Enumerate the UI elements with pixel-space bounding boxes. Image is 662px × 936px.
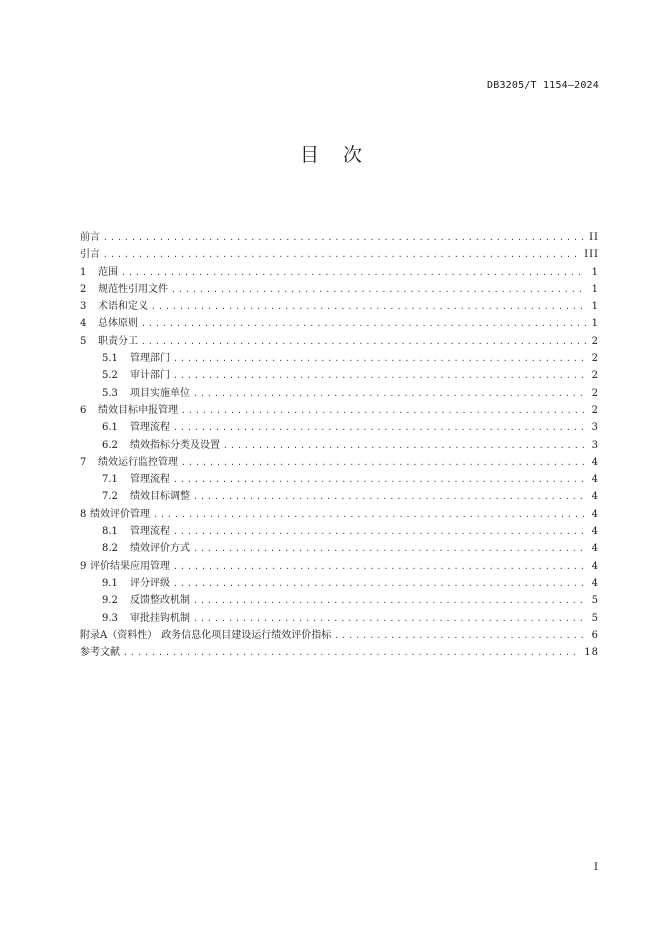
toc-entry[interactable]	[80, 558, 599, 575]
toc-entry-number: 4	[80, 318, 87, 330]
toc-entry-page: 3	[591, 439, 599, 451]
toc-entry[interactable]	[80, 315, 599, 332]
toc-entry-page: 4	[591, 491, 599, 503]
toc-entry[interactable]	[80, 367, 599, 384]
page-title: 目次	[299, 144, 386, 166]
footer-page-number: I	[594, 862, 598, 873]
toc-entry-number: 7	[80, 456, 87, 468]
dot-leader	[193, 592, 586, 609]
toc-entry-label: 反馈整改机制	[130, 595, 190, 607]
toc-entry-page: II	[589, 232, 599, 243]
toc-entry-label: 参考文献	[80, 647, 120, 659]
dot-leader	[103, 229, 586, 246]
toc-entry-page: 5	[591, 595, 599, 607]
toc-entry[interactable]	[80, 488, 599, 505]
toc-entry-label: 总体原则	[98, 318, 138, 330]
toc-entry-number: 5.3	[102, 387, 118, 399]
dot-leader	[123, 644, 581, 661]
dot-leader	[141, 315, 586, 332]
dot-leader	[193, 610, 586, 627]
toc-entry[interactable]	[80, 281, 599, 298]
toc-entry[interactable]	[80, 627, 599, 644]
toc-entry-page: 2	[591, 370, 599, 382]
toc-entry-label: 政务信息化项目建设运行绩效评价指标	[161, 629, 332, 641]
toc-entry-number: 8.2	[102, 543, 118, 555]
toc-entry-page: 1	[591, 318, 599, 330]
toc-entry-page: 6	[591, 629, 599, 641]
dot-leader	[173, 350, 586, 367]
dot-leader	[334, 627, 586, 644]
toc-entry-label: 绩效评价方式	[130, 543, 190, 555]
toc-entry-number: 9.2	[102, 595, 118, 607]
toc-entry-page: 4	[591, 560, 599, 572]
toc-entry-label: 评分评级	[130, 577, 170, 589]
toc-entry[interactable]	[80, 644, 599, 661]
toc-entry-page: III	[584, 249, 599, 261]
toc-entry-number: 5.1	[102, 353, 118, 365]
toc-entry-label: 评价结果应用管理	[90, 560, 170, 572]
dot-leader	[173, 419, 586, 436]
toc-entry[interactable]	[80, 419, 599, 436]
dot-leader	[151, 298, 586, 315]
toc-entry-number: 6.2	[102, 439, 118, 451]
toc-entry[interactable]	[80, 264, 599, 281]
toc-entry[interactable]	[80, 592, 599, 609]
toc-entry-page: 2	[591, 353, 599, 365]
toc-entry-label: 绩效目标调整	[130, 491, 190, 503]
toc-entry[interactable]	[80, 437, 599, 454]
dot-leader	[103, 246, 581, 263]
toc-entry-page: 1	[591, 301, 599, 313]
toc-entry-page: 1	[591, 283, 599, 295]
toc-entry[interactable]	[80, 385, 599, 402]
toc-entry-label: 绩效指标分类及设置	[130, 439, 220, 451]
toc-entry-page: 4	[591, 543, 599, 555]
dot-leader	[121, 264, 586, 281]
toc-entry[interactable]	[80, 506, 599, 523]
dot-leader	[173, 558, 586, 575]
toc-entry-page: 3	[591, 422, 599, 434]
toc-entry-label: 绩效目标申报管理	[98, 404, 178, 416]
toc-entry-number: 9.3	[102, 612, 118, 624]
toc-entry-page: 4	[591, 526, 599, 538]
toc-entry[interactable]	[80, 610, 599, 627]
table-of-contents	[80, 229, 599, 661]
toc-entry-label: 术语和定义	[98, 301, 148, 313]
toc-entry-page: 4	[591, 474, 599, 486]
toc-entry-label: 管理流程	[130, 474, 170, 486]
toc-entry-label: 管理流程	[130, 422, 170, 434]
toc-entry-label: 绩效评价管理	[90, 508, 150, 520]
toc-entry[interactable]	[80, 246, 599, 263]
dot-leader	[171, 281, 586, 298]
dot-leader	[141, 333, 586, 350]
toc-entry-label: 审批挂钩机制	[130, 612, 190, 624]
toc-entry-page: 4	[591, 508, 599, 520]
dot-leader	[173, 471, 586, 488]
dot-leader	[153, 506, 586, 523]
toc-entry-number: 附录A（资料性）	[80, 629, 158, 641]
toc-entry-label: 绩效运行监控管理	[98, 456, 178, 468]
toc-entry-page: 4	[591, 577, 599, 589]
dot-leader	[193, 385, 586, 402]
toc-entry-number: 5.2	[102, 370, 118, 382]
toc-entry-label: 引言	[80, 249, 100, 261]
toc-entry-page: 5	[591, 612, 599, 624]
toc-entry-page: 2	[591, 404, 599, 416]
toc-entry-number: 7.1	[102, 474, 118, 486]
toc-entry-number: 2	[80, 283, 87, 295]
dot-leader	[181, 454, 586, 471]
document-code: DB3205/T 1154—2024	[487, 80, 599, 91]
dot-leader	[181, 402, 586, 419]
toc-entry-number: 6.1	[102, 422, 118, 434]
toc-entry-number: 5	[80, 335, 87, 347]
toc-entry-page: 18	[584, 647, 599, 659]
toc-entry-number: 9.1	[102, 577, 118, 589]
dot-leader	[193, 488, 586, 505]
toc-entry[interactable]	[80, 298, 599, 315]
dot-leader	[193, 540, 586, 557]
toc-entry-label: 职责分工	[98, 335, 138, 347]
toc-entry[interactable]	[80, 454, 599, 471]
toc-entry[interactable]	[80, 523, 599, 540]
toc-entry-number: 8	[80, 508, 87, 520]
toc-entry-label: 管理流程	[130, 526, 170, 538]
toc-entry-page: 2	[591, 387, 599, 399]
toc-entry-page: 4	[591, 456, 599, 468]
toc-entry-page: 2	[591, 335, 599, 347]
toc-entry-number: 8.1	[102, 526, 118, 538]
toc-entry[interactable]	[80, 471, 599, 488]
toc-entry-label: 项目实施单位	[130, 387, 190, 399]
toc-entry[interactable]	[80, 575, 599, 592]
toc-entry-label: 范围	[98, 266, 118, 278]
toc-entry[interactable]	[80, 229, 599, 246]
toc-entry-number: 9	[80, 560, 87, 572]
toc-entry-number: 7.2	[102, 491, 118, 503]
dot-leader	[223, 437, 586, 454]
toc-entry-number: 1	[80, 266, 87, 278]
toc-entry-number: 3	[80, 301, 87, 313]
dot-leader	[173, 523, 586, 540]
toc-entry-label: 审计部门	[130, 370, 170, 382]
toc-entry-number: 6	[80, 404, 87, 416]
dot-leader	[173, 367, 586, 384]
toc-entry-label: 规范性引用文件	[98, 283, 168, 295]
toc-entry-label: 管理部门	[130, 353, 170, 365]
toc-entry[interactable]	[80, 540, 599, 557]
toc-entry-label: 前言	[80, 232, 100, 243]
toc-entry-page: 1	[591, 266, 599, 278]
dot-leader	[173, 575, 586, 592]
toc-entry[interactable]	[80, 402, 599, 419]
toc-entry[interactable]	[80, 333, 599, 350]
toc-entry[interactable]	[80, 350, 599, 367]
